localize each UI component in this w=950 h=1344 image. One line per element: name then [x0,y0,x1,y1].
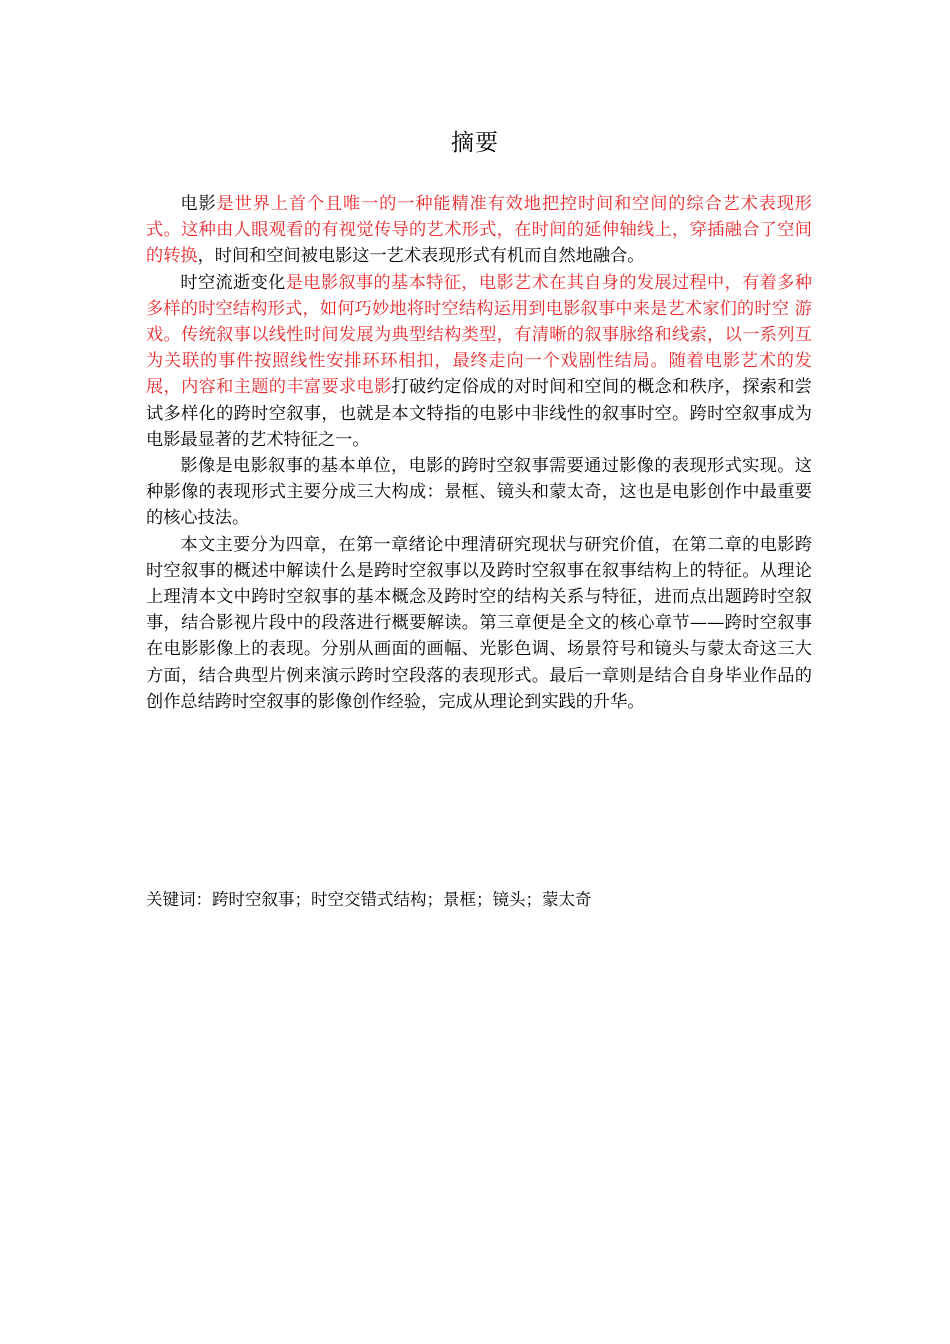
text-segment: 影像是电影叙事的基本单位，电影的跨时空叙事需要通过影像的表现形式实现。这种影像的表现形式主要分成三大构成：景框、镜头和蒙太奇，这也是电影创作中最重要的核心技法。 [146,456,812,529]
keywords-line: 关键词：跨时空叙事；时空交错式结构；景框；镜头；蒙太奇 [146,890,592,909]
page-title: 摘要 [451,130,499,156]
text-segment: 本文主要分为四章，在第一章绪论中理清研究现状与研究价值，在第二章的电影跨时空叙事的概述中解读什么是跨时空叙事以及跨时空叙事在叙事结构上的特征。从理论上理清本文中跨时空叙事的基本概念及跨时空的结构关系与特征，进而点出题跨时空叙事，结合影视片段中的段落进行概要解读。第三章便是全文的核心章节——跨时空叙事在电影影像上的表现。分别从画面的画幅、光影色调、场景符号和镜头与蒙太奇这三大方面，结合典型片例来演示跨时空段落的表现形式。最后一章则是结合自身毕业作品的创作总结跨时空叙事的影像创作经验，完成从理论到实践的升华。 [146,534,812,712]
paragraph-1 [146,191,812,270]
paragraph-2 [146,270,812,453]
text-segment: 电影 [180,194,217,214]
text-segment: ，时间和空间被电影这一艺术表现形式有机而自然地融合。 [197,246,645,267]
abstract-body [146,191,812,715]
text-segment: 打破约定俗成的对时间和空间的概念和秩序，探索和尝试多样化的跨时空叙事，也就是本文特指的电影中非线性的叙事时空。跨时空叙事成为电影最显著的艺术特征之一。 [146,377,812,450]
paragraph-3 [146,453,812,532]
text-segment: 时空流逝变化 [180,272,286,293]
paragraph-4 [146,532,812,715]
highlighted-text-segment: 是电影叙事的基本特征，电影艺术在其自身的发展过程中，有着多种多样的时空结构形式，如何巧妙地将时空结构运用到电影叙事中来是艺术家们的时空 游戏。传统叙事以线性时间发展为典型结构类型，有清晰的叙事脉络和线索，以一系列互为关联的事件按照线性安排环环相扣，最终走向一个戏剧性结局。随着电影艺术的发展，内容和主题的丰富要求电影 [146,272,812,398]
highlighted-text-segment: 是世界上首个且唯一的一种能精准有效地把控时间和空间的综合艺术表现形式。这种由人眼观看的有视觉传导的艺术形式，在时间的延伸轴线上，穿插融合了空间的转换 [146,194,812,267]
